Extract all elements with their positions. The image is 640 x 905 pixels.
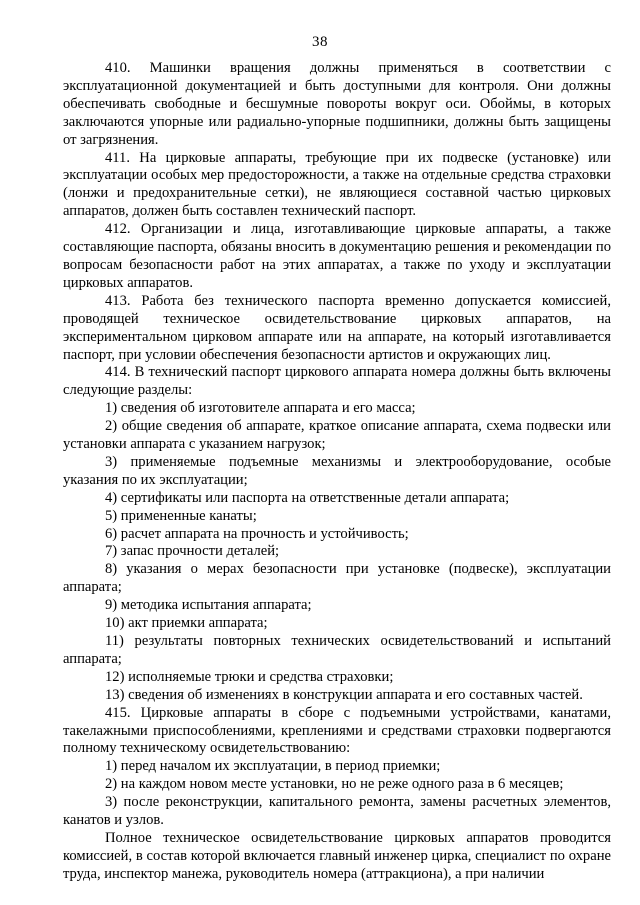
- list-item: 12) исполняемые трюки и средства страховки;: [105, 668, 394, 685]
- list-item: 11) результаты повторных технических освидетельствований и испытаний аппарата;: [63, 633, 611, 667]
- list-item: 7) запас прочности деталей;: [105, 543, 280, 560]
- list-item: 8) указания о мерах безопасности при установке (подвеске), эксплуатации аппарата;: [63, 561, 611, 596]
- list-item: 9) методика испытания аппарата;: [105, 597, 312, 614]
- list-item: 4) сертификаты или паспорта на ответственные детали аппарата;: [105, 489, 510, 506]
- list-item: 6) расчет аппарата на прочность и устойчивость;: [105, 525, 409, 542]
- paragraph-full-inspection: Полное техническое освидетельствование цирковых аппаратов проводится комиссией, в состав которой включается главный инженер цирка, специалист по охране труда, инспектор манежа, руководитель номера (аттракциона), а при наличии: [63, 829, 611, 882]
- list-item: 1) перед началом их эксплуатации, в период приемки;: [105, 758, 441, 775]
- paragraph-411: 411. На цирковые аппараты, требующие при их подвеске (установке) или эксплуатации особых мер предосторожности, а также на отдельные средства страховки (лонжи и предохранительные сетки), не являющиеся составной частью цирковых аппаратов, должен быть составлен технический паспорт.: [63, 149, 611, 220]
- paragraph-410: 410. Машинки вращения должны применяться в соответствии с эксплуатационной документацией и быть доступными для контроля. Они должны обеспечивать свободные и бесшумные повороты вокруг оси. Обоймы, в которых заключаются упорные или радиально-упорные подшипники, должны быть защищены от загрязнения.: [63, 60, 611, 148]
- page-number: 38: [312, 34, 328, 50]
- document-body: [63, 60, 611, 884]
- paragraph-415: 415. Цирковые аппараты в сборе с подъемными устройствами, канатами, такелажными приспособлениями, креплениями и средствами страховки подвергаются полному техническому освидетельствованию:: [63, 704, 611, 757]
- list-item: 2) общие сведения об аппарате, краткое описание аппарата, схема подвески или установки аппарата с указанием нагрузок;: [63, 418, 611, 453]
- list-item: 10) акт приемки аппарата;: [105, 615, 268, 632]
- paragraph-413: 413. Работа без технического паспорта временно допускается комиссией, проводящей техническое освидетельствование цирковых аппаратов, на экспериментальном цирковом аппарате или на аппарате, на который изготавливается паспорт, при условии обеспечения безопасности артистов и окружающих лиц.: [63, 292, 611, 363]
- list-item: 13) сведения об изменениях в конструкции аппарата и его составных частей.: [105, 686, 583, 703]
- paragraph-412: 412. Организации и лица, изготавливающие цирковые аппараты, а также составляющие паспорта, обязаны вносить в документацию решения и рекомендации по вопросам безопасности работ на этих аппаратах, а также по уходу и эксплуатации цирковых аппаратов.: [63, 221, 611, 291]
- paragraph-414: 414. В технический паспорт циркового аппарата номера должны быть включены следующие разделы:: [63, 364, 611, 399]
- list-item: 3) применяемые подъемные механизмы и электрооборудование, особые указания по их эксплуатации;: [63, 453, 611, 488]
- list-item: 1) сведения об изготовителе аппарата и его масса;: [105, 400, 416, 417]
- list-item: 2) на каждом новом месте установки, но не реже одного раза в 6 месяцев;: [105, 776, 564, 793]
- list-item: 5) примененные канаты;: [105, 507, 257, 524]
- list-item: 3) после реконструкции, капитального ремонта, замены расчетных элементов, канатов и узлов.: [63, 794, 611, 829]
